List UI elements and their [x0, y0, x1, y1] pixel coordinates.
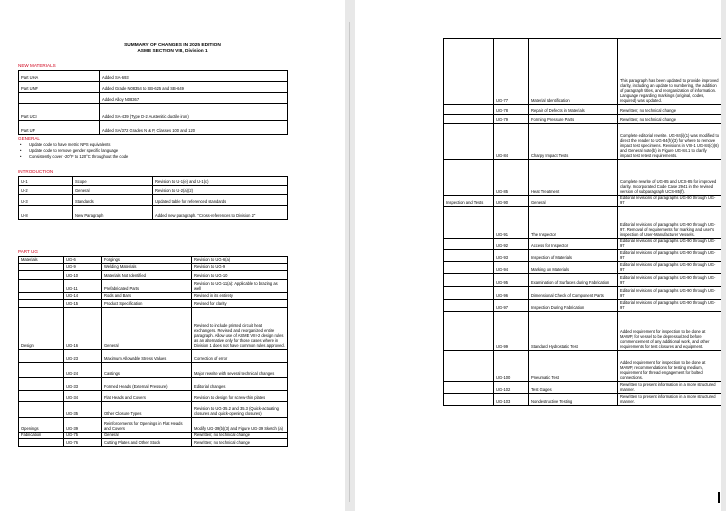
table-cell: Editorial revisions of paragraphs UG-90 through UG-97 [618, 273, 722, 286]
table-cell [444, 261, 494, 273]
table-cell [444, 206, 494, 238]
table-cell: Formed Heads (External Pressure) [102, 378, 192, 391]
table-cell: UG-90 [494, 196, 529, 207]
table-cell: UG-93 [494, 249, 529, 261]
table-cell: UG-35 [64, 402, 102, 418]
table-cell: Editorial revisions of paragraphs UG-90 through UG-97. Removal of requirements for marking and user's inspection of User-Manufacturer Vessels. [618, 206, 722, 238]
table-cell: U-3 [19, 195, 73, 206]
table-cell: Rewritten to present information in a more structured manner. [618, 393, 722, 405]
table-cell: General [529, 196, 618, 207]
page-gutter [345, 0, 355, 511]
table-row [19, 195, 288, 206]
table-cell: UG-84 [494, 124, 529, 160]
table-cell: Rewritten; no technical change [618, 115, 722, 124]
table-row [444, 350, 722, 381]
table-row [19, 104, 288, 121]
table-cell: Rewritten; no technical change [192, 439, 288, 447]
table-cell [19, 271, 64, 280]
doc-subtitle: ASME SECTION VIII, Division 1 [137, 49, 208, 54]
table-cell: Maximum Allowable Stress Values [102, 350, 192, 363]
table-cell: Part UHA [19, 71, 100, 82]
materials-table [18, 70, 288, 135]
table-cell: Welding Materials [102, 264, 192, 271]
table-cell: UG-92 [494, 238, 529, 249]
table-cell: Inspection of Materials [529, 249, 618, 261]
table-cell: Inspection and Tests [444, 196, 494, 207]
table-cell: Revision to U-2(a)(2) [153, 186, 288, 195]
table-cell: Complete editorial rewrite. UG-84(i)(1) was modified to direct the reader to UG-84(h)(3) for where to remove impact test specimens. Revisions in VIII-1 UG-84(c)(6) and General note(b) in Figure UG-84.1 to clarify impact test retest requirements. [618, 124, 722, 160]
table-row [19, 402, 288, 418]
table-cell [19, 300, 64, 308]
table-cell: Rewritten; no technical change [618, 105, 722, 115]
table-cell: UG-94 [494, 261, 529, 273]
table-cell: UG-99 [494, 311, 529, 350]
table-cell: Editorial revisions of paragraphs UG-90 through UG-97 [618, 196, 722, 207]
table-cell [444, 311, 494, 350]
table-cell: Marking on Materials [529, 261, 618, 273]
table-cell: Repair of Defects in Materials [529, 105, 618, 115]
table-cell: UG-23 [64, 350, 102, 363]
table-cell: Revised to include printed circuit heat exchangers. Revised and reorganized entire paragraph. Allow use of ASME VIII-2 design rules as an alternative only for those cases where in Division 1 does not have common rules approved. [192, 308, 288, 350]
table-cell [444, 393, 494, 405]
table-cell [19, 378, 64, 391]
part-ug-table-body [19, 257, 288, 447]
table-cell: Revision to UG-35.2 and 35.3 (Quick-actuating closures and quick-opening closures) [192, 402, 288, 418]
table-cell [444, 249, 494, 261]
table-cell: UG-96 [494, 286, 529, 299]
table-cell: UG-100 [494, 350, 529, 381]
table-cell [444, 105, 494, 115]
table-cell [19, 280, 64, 293]
table-cell: General [73, 186, 153, 195]
table-cell: U-2 [19, 186, 73, 195]
table-row [444, 206, 722, 238]
table-row [19, 280, 288, 293]
table-cell: Updated table for referenced standards [153, 195, 288, 206]
text-cursor [718, 492, 720, 503]
table-cell: Added SA-439 (Type D-2 Austenitic ductile iron) [100, 104, 288, 121]
table-cell: Revised for clarity [192, 300, 288, 308]
table-cell: Reinforcements for Openings in Flat Heads and Covers [102, 418, 192, 433]
table-cell: Editorial revisions of paragraphs UG-90 through UG-97 [618, 249, 722, 261]
introduction-heading: INTRODUCTION [18, 169, 54, 174]
table-cell: Heat Treatment [529, 160, 618, 196]
table-cell: U-1 [19, 177, 73, 186]
table-row [444, 311, 722, 350]
table-cell: Materials [19, 257, 64, 264]
table-cell: The Inspector [529, 206, 618, 238]
table-cell: Complete rewrite of UG-85 and UCS-85 for improved clarity. Incorporated Code Case 2941 in the revised version of subparagraph UCS-85(f). [618, 160, 722, 196]
table-row [444, 39, 722, 105]
table-row [19, 121, 288, 135]
table-cell: UG-102 [494, 381, 529, 393]
table-cell: Access for Inspector [529, 238, 618, 249]
table-cell: General [102, 308, 192, 350]
table-cell [444, 39, 494, 105]
table-cell: Product Specification [102, 300, 192, 308]
table-cell [19, 350, 64, 363]
table-row [444, 249, 722, 261]
table-cell: Revised in its entirety [192, 293, 288, 300]
table-cell: Forming Pressure Parts [529, 115, 618, 124]
table-cell [19, 439, 64, 447]
table-cell: UG-77 [494, 39, 529, 105]
table-cell [19, 93, 100, 104]
table-cell: General [102, 433, 192, 439]
table-cell: Standard Hydrostatic Test [529, 311, 618, 350]
table-cell: UG-6 [64, 257, 102, 264]
table-cell [444, 273, 494, 286]
table-row [19, 350, 288, 363]
table-cell: This paragraph has been updated to provide improved clarity, including an update to numbering, the addition of paragraph titles, and reorganization of information. Language regarding markings (original, codes, required) was updated. [618, 39, 722, 105]
table-cell: Correction of error [192, 350, 288, 363]
table-cell: Scope [73, 177, 153, 186]
table-cell: UG-79 [494, 115, 529, 124]
table-cell: Added new paragraph. "Cross-references to Division 2" [153, 206, 288, 220]
table-row [19, 93, 288, 104]
table-cell: Dimensional Check of Component Parts [529, 286, 618, 299]
table-row [19, 264, 288, 271]
table-cell [444, 299, 494, 311]
table-row [444, 196, 722, 207]
table-cell [444, 124, 494, 160]
table-row [444, 105, 722, 115]
table-cell: U-8 [19, 206, 73, 220]
table-cell: UG-78 [494, 105, 529, 115]
page-left [0, 0, 345, 511]
table-cell: Revision to U-1(e) and U-1(c) [153, 177, 288, 186]
table-cell: Inspection During Fabrication [529, 299, 618, 311]
table-cell: Forgings [102, 257, 192, 264]
table-row [19, 271, 288, 280]
bullet-text: Update code to remove gender specific language [29, 148, 119, 153]
introduction-table [18, 176, 288, 220]
table-cell [444, 238, 494, 249]
table-row [19, 71, 288, 82]
table-cell: Revision to design for screw-thin plates [192, 391, 288, 402]
table-cell [444, 350, 494, 381]
table-row [19, 82, 288, 93]
page-separator [349, 22, 350, 502]
table-cell: Rods and Bars [102, 293, 192, 300]
table-row [19, 378, 288, 391]
table-row [19, 308, 288, 350]
table-cell: Added requirement for inspection to be done at MAWP, recommendations for testing medium, requirement for thread engagement for bolted connections. [618, 350, 722, 381]
bullet-text: Update code to have metric NPS equivalents [29, 142, 111, 147]
table-row [444, 286, 722, 299]
bullet-item [20, 154, 128, 160]
table-cell: Materials Not Identified [102, 271, 192, 280]
doc-title: SUMMARY OF CHANGES IN 2025 EDITION [124, 43, 221, 48]
table-row [19, 439, 288, 447]
table-row [19, 300, 288, 308]
bullet-icon: • [20, 142, 22, 147]
table-row [444, 160, 722, 196]
table-cell: Examination of Surfaces during Fabrication [529, 273, 618, 286]
table-row [19, 177, 288, 186]
table-cell: UG-103 [494, 393, 529, 405]
table-cell: Revision to UG-9 [192, 264, 288, 271]
table-row [19, 418, 288, 433]
table-cell: Fabrication [19, 433, 64, 439]
table-row [19, 257, 288, 264]
table-cell: UG-75 [64, 433, 102, 439]
table-row [19, 186, 288, 195]
table-row [444, 381, 722, 393]
table-cell: Editorial revisions of paragraphs UG-90 through UG-97 [618, 261, 722, 273]
table-cell: UG-39 [64, 418, 102, 433]
table-cell: UG-9 [64, 264, 102, 271]
table-cell: Added requirement for inspection to be done at MAWP, for vessel to be depressurized before commencement of any additional work, and other requirements for test closures and equipment. [618, 311, 722, 350]
table-row [444, 299, 722, 311]
table-cell: Material Identification [529, 39, 618, 105]
table-row [444, 238, 722, 249]
table-cell: Rewritten; no technical change [192, 433, 288, 439]
table-cell [19, 391, 64, 402]
part-ug-table [18, 256, 288, 447]
table-cell: Prefabricated Parts [102, 280, 192, 293]
table-cell: UG-91 [494, 206, 529, 238]
table-row [19, 206, 288, 220]
table-cell [444, 160, 494, 196]
table-cell: UG-85 [494, 160, 529, 196]
bullet-item [20, 148, 118, 154]
table-cell: Modify UG-39(b)(3) and Figure UG-39 Sketch (a) [192, 418, 288, 433]
table-cell [19, 402, 64, 418]
table-cell: New Paragraph [73, 206, 153, 220]
table-cell: UG-16 [64, 308, 102, 350]
table-row [444, 124, 722, 160]
table-cell [19, 293, 64, 300]
table-cell: Major rewrite with several technical changes [192, 363, 288, 378]
table-cell: Openings [19, 418, 64, 433]
table-cell: UG-24 [64, 363, 102, 378]
table-cell: UG-15 [64, 300, 102, 308]
inspection-table-body [444, 39, 722, 406]
table-cell: Added Grade N08354 to SB-625 and SB-649 [100, 82, 288, 93]
table-row [444, 115, 722, 124]
table-cell: Revision to UG-10 [192, 271, 288, 280]
table-cell: Added SA/372 Grades N & P, Classes 100 and 120 [100, 121, 288, 135]
table-cell: Charpy Impact Tests [529, 124, 618, 160]
table-cell: Editorial revisions of paragraphs UG-90 through UG-97 [618, 299, 722, 311]
table-cell: Other Closure Types [102, 402, 192, 418]
table-cell: Part UNF [19, 82, 100, 93]
table-cell: UG-97 [494, 299, 529, 311]
table-cell: Added SA-693 [100, 71, 288, 82]
inspection-table [443, 38, 721, 406]
table-cell: UG-33 [64, 378, 102, 391]
table-row [444, 273, 722, 286]
table-cell: Editorial revisions of paragraphs UG-90 through UG-97 [618, 238, 722, 249]
table-cell: Cutting Plates and Other Stock [102, 439, 192, 447]
table-row [444, 261, 722, 273]
table-cell: Revision to UG-6(a) [192, 257, 288, 264]
page-right [355, 0, 721, 511]
table-cell: UG-95 [494, 273, 529, 286]
bullet-text: Consistently cover -20°F to 120°C throughout the code [29, 154, 129, 159]
table-cell [444, 115, 494, 124]
bullet-item [20, 142, 110, 148]
table-row [19, 391, 288, 402]
table-cell: Test Gages [529, 381, 618, 393]
table-row [19, 363, 288, 378]
table-cell: UG-34 [64, 391, 102, 402]
table-cell: Revision to UG-11(a): Applicable to brazing as well [192, 280, 288, 293]
table-cell [19, 363, 64, 378]
table-cell: Standards [73, 195, 153, 206]
table-cell [19, 264, 64, 271]
table-cell: UG-76 [64, 439, 102, 447]
table-cell: UG-10 [64, 271, 102, 280]
table-row [19, 293, 288, 300]
table-cell: Rewritten to present information in a more structured manner. [618, 381, 722, 393]
table-cell: Design [19, 308, 64, 350]
table-cell: Pneumatic Test [529, 350, 618, 381]
table-cell: Nondestructive Testing [529, 393, 618, 405]
table-cell [444, 381, 494, 393]
table-cell: Part UCI [19, 104, 100, 121]
table-cell [444, 286, 494, 299]
table-cell: UG-14 [64, 293, 102, 300]
table-cell: Editorial revisions of paragraphs UG-90 through UG-97 [618, 286, 722, 299]
general-heading: GENERAL [18, 136, 40, 141]
table-cell: Flat Heads and Covers [102, 391, 192, 402]
table-cell: Added Alloy N08367 [100, 93, 288, 104]
new-materials-heading: NEW MATERIALS [18, 63, 56, 68]
bullet-icon: • [20, 154, 22, 159]
table-cell: Part UF [19, 121, 100, 135]
table-cell: UG-11 [64, 280, 102, 293]
part-ug-heading: PART UG [18, 249, 38, 254]
bullet-icon: • [20, 148, 22, 153]
table-row [444, 393, 722, 405]
table-cell: Castings [102, 363, 192, 378]
table-cell: Editorial changes [192, 378, 288, 391]
